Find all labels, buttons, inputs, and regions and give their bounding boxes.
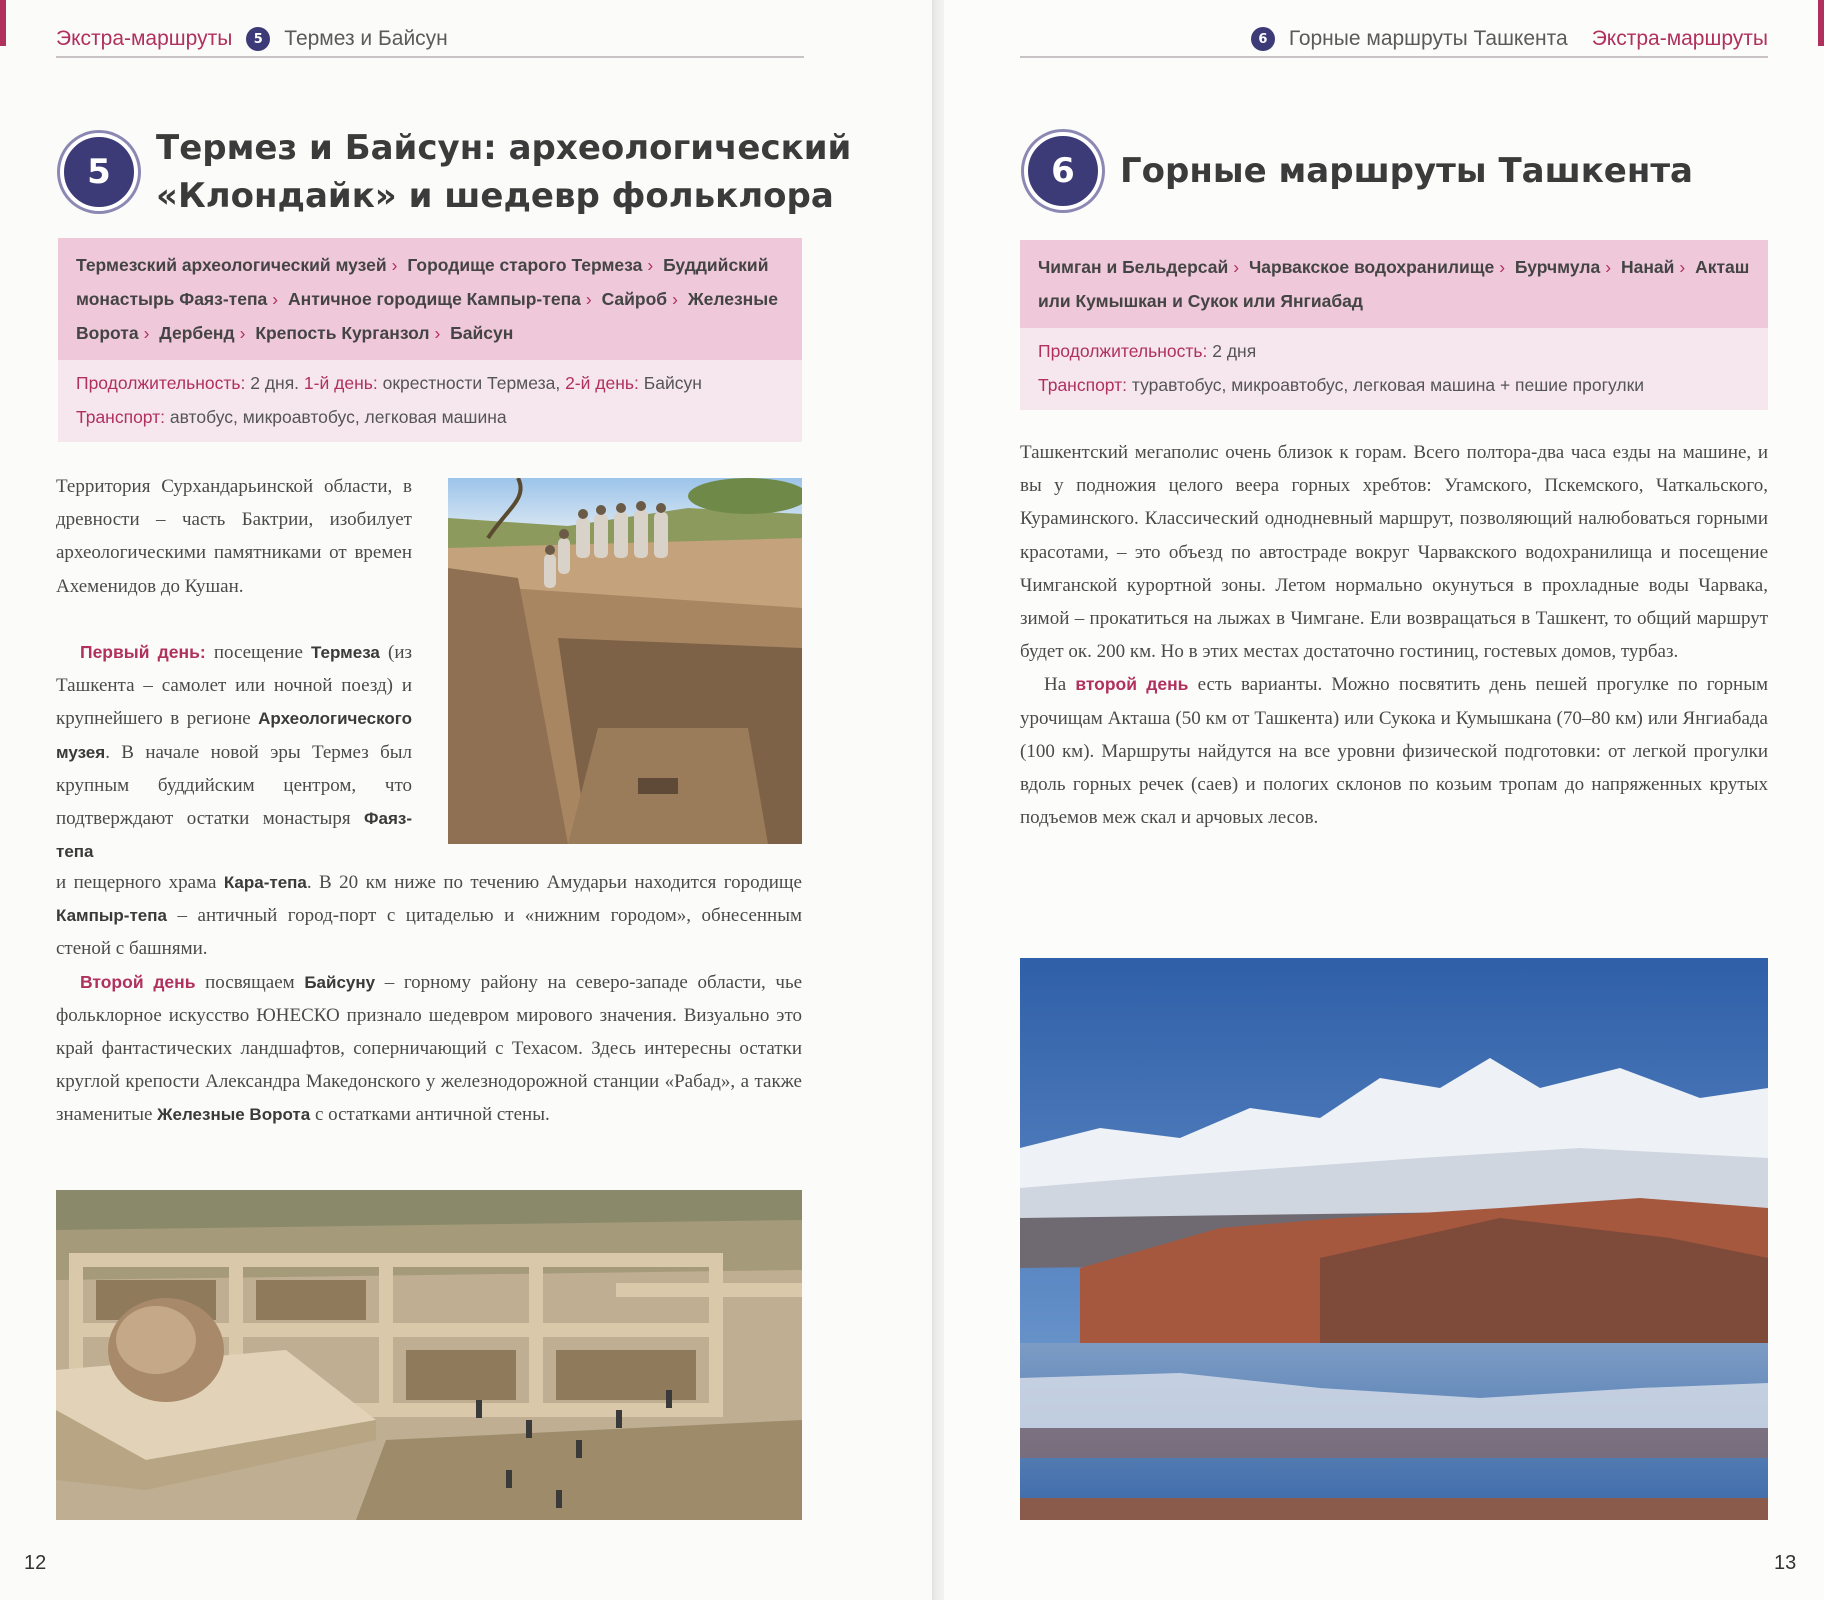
- route-stop: Чарвакское водохранилище: [1248, 257, 1495, 277]
- place-iron-gates: Железные Ворота: [157, 1105, 311, 1125]
- chapter-number-badge: 6: [1024, 132, 1102, 210]
- duration-label: Продолжительность:: [1038, 341, 1208, 361]
- chapter-title-line: «Клондайк» и шедевр фольклора: [156, 176, 834, 216]
- route-info-box: [58, 238, 802, 442]
- route-stop: Крепость Курганзол: [255, 323, 430, 343]
- transport-value: туравтобус, микроавтобус, легковая машина + пешие прогулки: [1131, 375, 1645, 395]
- right-page: [944, 0, 1824, 1600]
- running-section: Экстра-маршруты: [56, 27, 233, 50]
- paragraph-text: Ташкентский мегаполис очень близок к горам. Всего полтора-два часа езды на машине, и вы у подножия целого веера горных хребтов: Угамского, Пскемского, Чаткальского, Кураминского. Классический однодневный маршрут, позволяющий налюбоваться горными красотами, – это объезд по автостраде вокруг Чарвакского водохранилища и посещение Чимганской курортной зоны. Летом нормально окунуться в прохладные воды Чарвака, зимой – прокатиться на лыжах в Чимгане. Ели возвращаться в Ташкент, то общий маршрут будет ок. 200 км. Но в этих местах достаточно гостиниц, гостевых домов, турбаз.: [1020, 442, 1768, 663]
- intro-paragraph: [56, 470, 412, 603]
- trip-info: [1020, 328, 1768, 412]
- transport-label: Транспорт:: [76, 407, 166, 427]
- day1-label: 1-й день:: [303, 373, 378, 393]
- route-stop: Термезский археологический музей: [76, 255, 387, 275]
- duration-label: Продолжительность:: [76, 373, 246, 393]
- place-baysun: Байсуну: [304, 972, 376, 992]
- duration-line: [76, 366, 784, 400]
- place-kara-tepa: Кара-тепа: [223, 873, 307, 892]
- chapter-number-badge: 5: [60, 133, 138, 211]
- transport-label: Транспорт:: [1038, 375, 1128, 395]
- route-stop: Железные Ворота: [76, 289, 778, 343]
- transport-value: автобус, микроавтобус, легковая машина: [169, 407, 507, 427]
- chapter-title: Горные маршруты Ташкента: [1120, 151, 1693, 191]
- route-stop: Бурчмула: [1514, 257, 1601, 277]
- day2-value: Байсун: [643, 373, 702, 393]
- paragraph-text: [56, 966, 802, 1132]
- trip-info: [58, 360, 802, 444]
- page-number: 13: [1774, 1552, 1797, 1574]
- route-stop: Сайроб: [601, 289, 668, 309]
- place-termez: Термеза: [311, 643, 380, 662]
- running-header: [1020, 22, 1768, 58]
- chapter-heading: [1024, 132, 1693, 210]
- text-run: (из Ташкента – самолет или ночной поезд) и крупнейшего в регионе: [56, 642, 413, 730]
- day1-value: окрестности Термеза,: [382, 373, 561, 393]
- route-list: Термезский археологический музей › Городище старого Термеза › Буддийский монастырь Фаяз-тепа › Античное городище Кампыр-тепа › Сайроб › Железные Ворота › Дербенд › Крепость Курганзол › Байсун: [58, 238, 802, 360]
- route-list: Чимган и Бельдерсай › Чарвакское водохранилище › Бурчмула › Нанай › Акташ или Кумышкан и Сукок или Янгиабад: [1020, 240, 1768, 328]
- running-header: [56, 22, 804, 58]
- chapter-title-line: Термез и Байсун: археологический: [156, 128, 852, 168]
- running-number-badge: 6: [1251, 27, 1275, 51]
- running-title: Горные маршруты Ташкента: [1288, 27, 1568, 50]
- day1-paragraph-bottom: [56, 866, 802, 1132]
- body-text: [1020, 436, 1768, 834]
- day1-paragraph-top: [56, 636, 412, 868]
- day1-highlight: Первый день:: [80, 642, 206, 662]
- running-section: Экстра-маршруты: [1591, 27, 1768, 50]
- paragraph-text: Территория Сурхандарьинской области, в древности – часть Бактрии, изобилует археологическими памятниками от времен Ахеменидов до Кушан.: [56, 476, 412, 597]
- text-run: есть варианты. Можно посвятить день пешей прогулке по горным урочищам Акташа (50 км от Ташкента) или Сукока и Кумышкана (70–80 км) или Янгиабада (100 км). Маршруты найдутся на все уровни физической подготовки: от легкой прогулки вдоль горных речек (саев) и пологих склонов по козьим тропам до напряженных крутых подъемов меж скал и арчовых лесов.: [1020, 674, 1769, 829]
- place-kampyr-tepa: Кампыр-тепа: [56, 906, 167, 926]
- paragraph-text: [56, 866, 802, 966]
- place-fayaz-tepa: Фаяз-тепа: [56, 809, 413, 862]
- text-run: – горному району на северо-западе области, чье фольклорное искусство ЮНЕСКО признало шедевром мирового значения. Визуально это край фантастических ландшафтов, соперничающий с Техасом. Здесь интересны остатки круглой крепости Александра Македонского у железнодорожной станции «Рабад», а также знаменитые: [56, 971, 803, 1126]
- ruins-photo: [56, 1190, 802, 1520]
- text-run: посвящаем: [205, 971, 295, 993]
- place-museum: Археологического музея: [56, 709, 412, 762]
- duration-line: [1038, 334, 1750, 368]
- page-number: 12: [24, 1552, 47, 1574]
- text-run: . В 20 км ниже по течению Амударьи находится городище: [306, 872, 802, 893]
- text-run: посещение: [213, 642, 303, 663]
- text-run: . В начале новой эры Термез был крупным буддийским центром, что подтверждают остатки монастыря: [56, 741, 412, 830]
- book-gutter: [932, 0, 944, 1600]
- transport-line: [76, 400, 784, 434]
- duration-value: 2 дня: [1212, 341, 1257, 361]
- day2-label: 2-й день:: [565, 373, 639, 393]
- text-run: с остатками античной стены.: [314, 1104, 550, 1126]
- text-run: На: [1044, 674, 1067, 696]
- paragraph-text: [1020, 668, 1768, 834]
- duration-value: 2 дня.: [250, 373, 300, 393]
- chapter-title: [156, 124, 851, 220]
- page-edge-mark: [0, 0, 6, 46]
- text-run: и пещерного храма: [56, 872, 217, 893]
- page-edge-mark: [1818, 0, 1824, 46]
- route-stop: Городище старого Термеза: [407, 255, 643, 275]
- route-stop: Чимган и Бельдерсай: [1038, 257, 1229, 277]
- route-stop: Античное городище Кампыр-тепа: [287, 289, 581, 309]
- route-stop: Байсун: [450, 323, 514, 343]
- day2-highlight: Второй день: [80, 971, 196, 992]
- route-info-box: [1020, 240, 1768, 410]
- running-title: Термез и Байсун: [284, 27, 448, 50]
- day2-highlight: второй день: [1075, 674, 1189, 695]
- route-stop: Буддийский монастырь Фаяз-тепа: [76, 255, 769, 309]
- chapter-heading: [60, 124, 851, 220]
- route-stop: Дербенд: [159, 323, 235, 343]
- paragraph-text: [56, 636, 412, 868]
- mountain-lake-photo: [1020, 958, 1768, 1520]
- trench-photo: [448, 478, 802, 844]
- route-stop: Акташ или Кумышкан и Сукок или Янгиабад: [1038, 257, 1750, 311]
- transport-line: [1038, 368, 1750, 402]
- text-run: – античный город-порт с цитаделью и «нижним городом», обнесенным стеной с башнями.: [56, 905, 803, 960]
- running-number-badge: 5: [246, 27, 270, 51]
- route-stop: Нанай: [1620, 257, 1675, 277]
